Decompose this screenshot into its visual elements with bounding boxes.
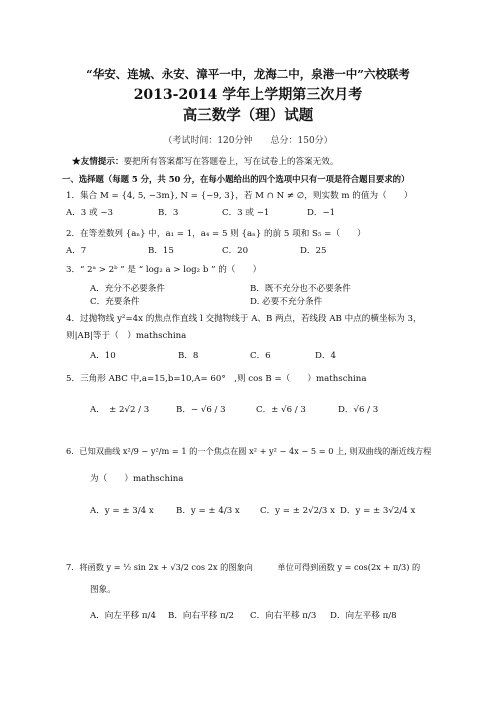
q5-option-a: A． ± 2√2 / 3 xyxy=(90,405,150,415)
q5-option-b: B．− √6 / 3 xyxy=(176,405,226,415)
q2-option-a: A．7 xyxy=(66,246,87,256)
q7-option-a: A．向左平移 π/4 xyxy=(90,611,156,621)
q6-option-c: C．y = ± 2√2/3 x xyxy=(260,506,335,516)
q4-option-a: A．10 xyxy=(90,351,116,361)
question-4-stem-line2: 则|AB|等于（ ）mathschina xyxy=(66,331,187,341)
exam-header-schools: “华安、连城、永安、漳平一中，龙海二中，泉港一中”六校联考 xyxy=(86,67,410,81)
question-4-stem-line1: 4．过抛物线 y²=4x 的焦点作直线 l 交抛物线于 A、B 两点，若线段 AB 中点的横坐标为 3， xyxy=(66,314,422,324)
exam-header-term: 2013-2014 学年上学期第三次月考 xyxy=(133,87,363,103)
q4-option-c: C．6 xyxy=(250,351,271,361)
q7-option-b: B．向右平移 π/2 xyxy=(168,611,235,621)
notice-text: 要把所有答案都写在答题卷上，写在试卷上的答案无效。 xyxy=(123,157,339,167)
q3-option-c: C．充要条件 xyxy=(90,297,140,307)
exam-info: （考试时间：120分钟 总分：150分） xyxy=(163,136,333,146)
q1-option-d: D．−1 xyxy=(307,208,336,218)
question-6-stem-line1: 6．已知双曲线 x²/9 − y²/m = 1 的一个焦点在圆 x² + y² − 4x − 5 = 0 上, 则双曲线的渐近线方程 xyxy=(66,446,432,456)
q1-option-b: B．3 xyxy=(158,208,179,218)
q7-option-c: C．向右平移 π/3 xyxy=(250,611,317,621)
q5-option-d: D．√6 / 3 xyxy=(338,405,379,415)
q6-option-a: A．y = ± 3/4 x xyxy=(90,506,154,516)
q3-option-b: B．既不充分也不必要条件 xyxy=(250,284,351,294)
notice-label: ★友情提示： xyxy=(72,157,124,167)
q4-option-d: D．4 xyxy=(315,351,336,361)
q3-option-a: A．充分不必要条件 xyxy=(90,284,165,294)
q2-option-c: C．20 xyxy=(222,246,249,256)
q2-option-b: B．15 xyxy=(148,246,174,256)
q6-option-b: B．y = ± 4/3 x xyxy=(176,506,240,516)
question-1-stem: 1．集合 M = {4, 5, −3m}, N = {−9, 3}，若 M ∩ N ≠ ∅，则实数 m 的值为（ ） xyxy=(66,191,413,201)
question-7-stem-line2: 图象。 xyxy=(90,585,116,595)
q7-option-d: D．向左平移 π/8 xyxy=(330,611,397,621)
q5-option-c: C．± √6 / 3 xyxy=(256,405,306,415)
q1-option-a: A．3 或 −3 xyxy=(66,208,113,218)
q3-option-d: D. 必要不充分条件 xyxy=(250,297,323,307)
question-5-stem: 5．三角形 ABC 中,a=15,b=10,A= 60° ,则 cos B =（ ）mathschina xyxy=(66,374,367,384)
q2-option-d: D．25 xyxy=(300,246,327,256)
exam-title: 高三数学（理）试题 xyxy=(182,107,314,124)
question-6-stem-line2: 为（ ）mathschina xyxy=(90,474,184,484)
q6-option-d: D．y = ± 3√2/4 x xyxy=(340,506,416,516)
section-heading: 一、选择题（每题 5 分，共 50 分，在每小题给出的四个选项中只有一项是符合题目要求的） xyxy=(62,174,410,184)
question-3-stem: 3．“ 2ᵃ > 2ᵇ ” 是 “ log₂ a > log₂ b ” 的（ ） xyxy=(66,265,262,275)
question-2-stem: 2．在等差数列 {aₙ} 中，a₁ = 1，a₄ = 5 则 {aₙ} 的前 5 项和 S₅ =（ ） xyxy=(66,229,366,239)
question-7-stem-line1: 7．将函数 y = ½ sin 2x + √3/2 cos 2x 的图象向 单位可得到函数 y = cos(2x + π/3) 的 xyxy=(66,562,421,572)
q1-option-c: C．3 或 −1 xyxy=(222,208,270,218)
notice xyxy=(72,156,338,168)
q4-option-b: B．8 xyxy=(178,351,199,361)
